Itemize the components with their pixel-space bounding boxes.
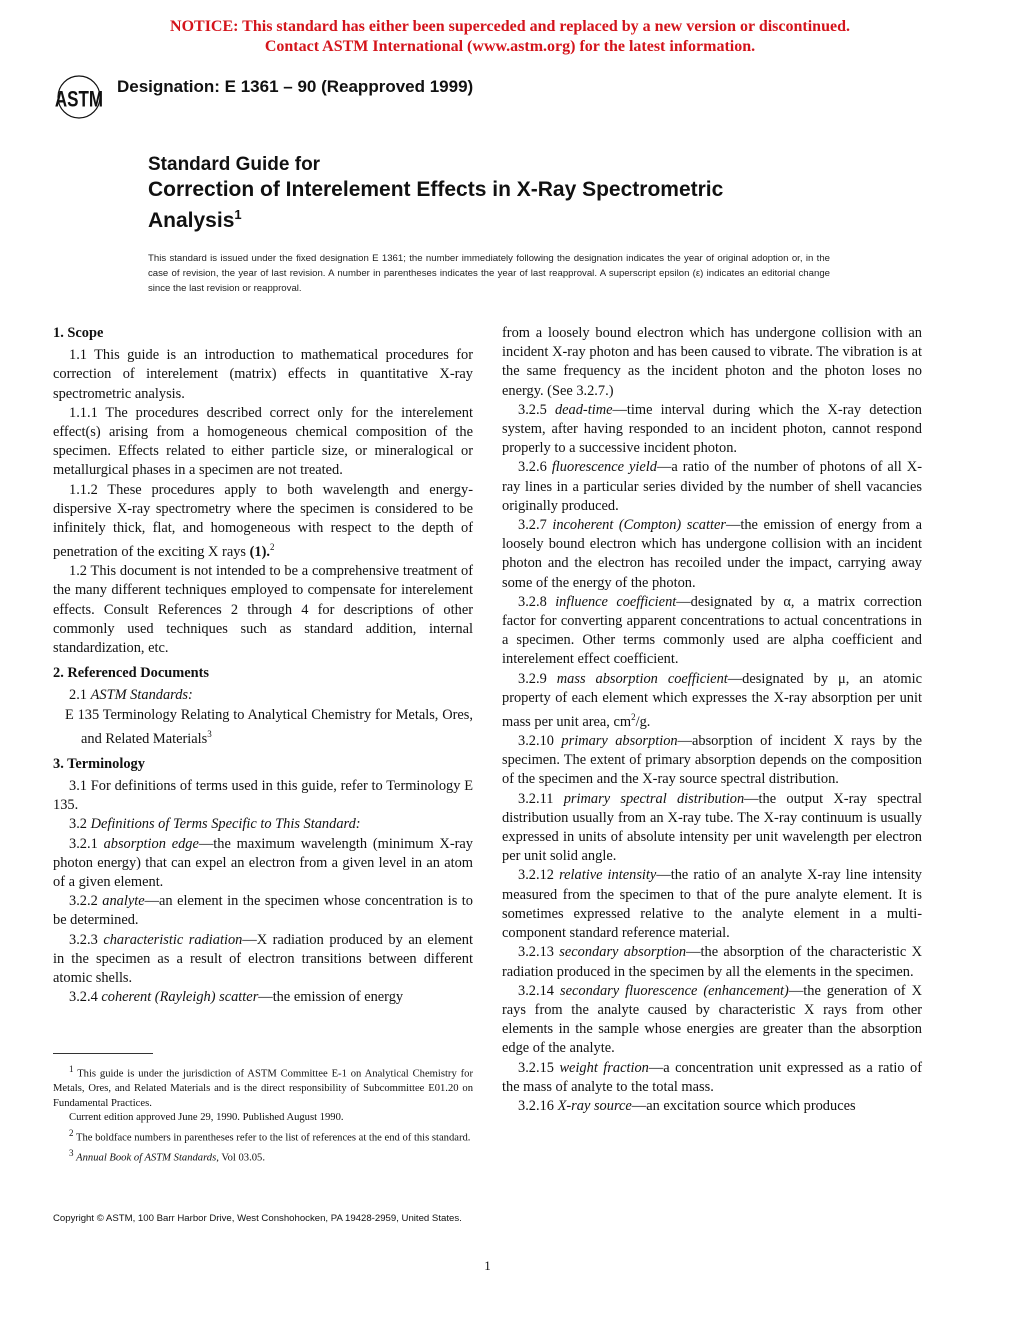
def-text: —designated by α, a matrix correction factor for converting apparent concentrations to actual concentrations in a specimen. Other terms commonly used are alpha coefficient and interelement effect coefficient. [502, 593, 922, 668]
def-text: —an excitation source which produces [631, 1097, 856, 1114]
footnote-2-text: The boldface numbers in parentheses refer to the list of references at the end of this standard. [75, 1132, 471, 1144]
page-number: 1 [484, 1258, 491, 1273]
def-3-2-9 [502, 670, 922, 732]
def-3-2-10 [502, 732, 922, 790]
para-2-1-term: ASTM Standards: [90, 687, 193, 704]
copyright-line: Copyright © ASTM, 100 Barr Harbor Drive, West Conshohocken, PA 19428-2959, United States. [53, 1213, 462, 1224]
designation: Designation: E 1361 – 90 (Reapproved 1999) [117, 77, 474, 96]
def-term: dead-time [554, 401, 613, 418]
def-term: influence coefficient [555, 593, 677, 610]
def-num: 3.2.2 [69, 893, 98, 910]
def-3-2-11 [502, 790, 922, 867]
ref-e135-text: E 135 Terminology Relating to Analytical Chemistry for Metals, Ores, and Related Materials [65, 706, 473, 747]
def-num: 3.2.14 [518, 982, 554, 999]
def-num: 3.2.3 [69, 931, 98, 948]
refdocs-heading: 2. Referenced Documents [53, 665, 209, 682]
def-num: 3.2.10 [518, 733, 554, 750]
footnote-3 [53, 1146, 473, 1166]
def-text: —absorption of incident X rays by the specimen. The extent of primary absorption depends on the composition of the specimen and the X-ray source spectral distribution. [502, 733, 922, 788]
para-3-2-term: Definitions of Terms Specific to This Standard: [90, 816, 361, 833]
footnote-2-mark: 2 [270, 542, 275, 553]
footnote-divider [53, 1053, 153, 1054]
footnote-1-mark: 1 [69, 1064, 74, 1074]
def-num: 3.2.1 [69, 835, 98, 852]
def-term: characteristic radiation [103, 931, 243, 948]
def-term: secondary fluorescence (enhancement) [560, 982, 789, 999]
def-3-2-5 [502, 401, 922, 459]
def-text: —an element in the specimen whose concentration is to be determined. [53, 893, 473, 929]
def-text: —a ratio of the number of photons of all X-ray lines in a particular series divided by the number of shell vacancies originally produced. [502, 459, 922, 514]
para-1-1-2-text: 1.1.2 These procedures apply to both wavelength and energy-dispersive X-ray spectrometry where the specimen is considered to be infinitely thick, flat, and homogeneous with respect to the depth of penetration of the exciting X rays [53, 481, 473, 561]
def-text: —X radiation produced by an element in the specimen as a result of electron transitions between different atomic shells. [53, 931, 473, 987]
def-3-2-2 [53, 892, 473, 930]
def-text: —the generation of X rays from the analyte caused by characteristic X rays from other elements in the sample whose energies are greater than the absorption edge of the analyte. [502, 982, 922, 1057]
notice-line-1: NOTICE: This standard has either been superceded and replaced by a new version or discontinued. [170, 18, 850, 35]
para-1-1: 1.1 This guide is an introduction to mathematical procedures for correction of interelement (matrix) effects in quantitative X-ray spectrometric analysis. [53, 347, 473, 402]
def-num: 3.2.5 [518, 401, 547, 418]
para-1-2: 1.2 This document is not intended to be a comprehensive treatment of the many different techniques employed to compensate for interelement effects. Consult References 2 through 4 for descriptions of other commonly used techniques such as standard addition, internal standardization, etc. [53, 563, 473, 657]
footnote-2 [53, 1126, 473, 1146]
def-3-2-7 [502, 516, 922, 593]
def-3-2-6 [502, 458, 922, 516]
def-text-end: /g. [635, 713, 651, 730]
astm-logo-text: ASTM [54, 87, 104, 113]
footnote-1b: Current edition approved June 29, 1990. Published August 1990. [69, 1112, 344, 1124]
def-3-2-1 [53, 835, 473, 893]
supersession-notice [0, 17, 1020, 57]
def-3-2-4 [53, 988, 473, 1007]
def-text: —the emission of energy [258, 989, 404, 1006]
def-3-2-15 [502, 1059, 922, 1097]
para-2-1 [53, 686, 473, 705]
def-num: 3.2.6 [518, 459, 547, 476]
def-text: —the output X-ray spectral distribution usually from an X-ray tube. The X-ray continuum is usually expressed in units of absolute intensity per unit wavelength per electron per unit solid angle. [502, 790, 922, 865]
scope-heading: 1. Scope [53, 325, 104, 341]
footnote-3-mark-note: 3 [69, 1148, 74, 1159]
def-3-2-14 [502, 982, 922, 1059]
def-term: X-ray source [557, 1097, 632, 1114]
document-title [148, 153, 723, 233]
def-text: —the absorption of the characteristic X radiation produced in the specimen by all the elements in the specimen. [502, 944, 922, 980]
footnotes [53, 1062, 473, 1166]
para-2-1-num: 2.1 [69, 687, 87, 704]
def-num: 3.2.16 [518, 1097, 554, 1114]
def-3-2-13 [502, 943, 922, 981]
def-text: —a concentration unit expressed as a ratio of the mass of analyte to the total mass. [502, 1059, 922, 1095]
def-num: 3.2.7 [518, 517, 547, 534]
def-3-2-3 [53, 931, 473, 989]
left-column [53, 324, 473, 1008]
footnote-3-rest: , Vol 03.05. [216, 1152, 265, 1164]
footnote-2-mark-note: 2 [69, 1127, 74, 1138]
def-term: mass absorption coefficient [556, 670, 728, 687]
def-sup: 2 [631, 712, 636, 723]
para-1-1-1: 1.1.1 The procedures described correct only for the interelement effect(s) arising from a homogeneous chemical composition of the specimen. Effects related to either particle size, or mineralogical or metallurgical phases in a specimen are not treated. [53, 404, 473, 479]
def-term: secondary absorption [559, 944, 687, 961]
issuance-statement: This standard is issued under the fixed designation E 1361; the number immediately following the designation indicates the year of original adoption or, in the case of revision, the year of last revision. A number in parentheses indicates the year of last reapproval. A superscript epsilon (ε) indicates an editorial change since the last revision or reapproval. [148, 253, 830, 294]
footnote-1 [53, 1062, 473, 1111]
def-num: 3.2.8 [518, 593, 547, 610]
def-text: —time interval during which the X-ray detection system, after having responded to an incident photon, cannot respond properly to a successive incident photon. [502, 401, 922, 457]
title-footnote-mark: 1 [234, 207, 242, 222]
ref-e135 [53, 706, 473, 749]
footnote-3-mark: 3 [207, 728, 212, 739]
def-num: 3.2.4 [69, 989, 98, 1006]
para-1-1-2 [53, 481, 473, 563]
para-3-2 [53, 815, 473, 834]
def-text: —the maximum wavelength (minimum X-ray photon energy) that can expel an electron from a given level in an atom of a given element. [53, 835, 473, 891]
def-term: absorption edge [103, 835, 199, 852]
terminology-heading: 3. Terminology [53, 755, 145, 772]
def-3-2-4-cont: from a loosely bound electron which has undergone collision with an incident X-ray photon and has been caused to vibrate. The vibration is at the same frequency as the incident photon and the photon loses no energy. (See 3.2.7.) [502, 325, 922, 399]
def-term: primary absorption [561, 733, 678, 750]
def-3-2-16 [502, 1097, 922, 1116]
footnote-3-italic: Annual Book of ASTM Standards [76, 1152, 217, 1164]
def-num: 3.2.11 [518, 790, 554, 807]
ref-1: (1). [249, 544, 271, 561]
right-column [502, 324, 922, 1116]
def-text: —the emission of energy from a loosely bound electron which has undergone collision with an incident photon and the electron has recoiled under the impact, carrying away some of the energy of the photon. [502, 517, 922, 591]
def-term: incoherent (Compton) scatter [552, 517, 726, 534]
notice-line-2: Contact ASTM International (www.astm.org) for the latest information. [264, 38, 756, 55]
def-term: primary spectral distribution [563, 790, 745, 807]
footnote-1-text: This guide is under the jurisdiction of ASTM Committee E-1 on Analytical Chemistry for Metals, Ores, and Related Materials and is the direct responsibility of Subcommittee E01.20 on Fundamental Practices. [53, 1068, 473, 1109]
def-term: fluorescence yield [551, 459, 657, 476]
para-3-1: 3.1 For definitions of terms used in this guide, refer to Terminology E 135. [53, 778, 473, 814]
def-term: coherent (Rayleigh) scatter [101, 989, 259, 1006]
def-num: 3.2.15 [518, 1059, 554, 1076]
def-num: 3.2.9 [518, 670, 547, 687]
def-3-2-8 [502, 593, 922, 670]
def-term: relative intensity [559, 867, 657, 884]
def-text: —the ratio of an analyte X-ray line intensity measured from the specimen to that of the pure analyte element. It is sometimes expressed relative to the analyte element in a multi-component standard reference material. [502, 867, 922, 942]
title-line-3 [148, 202, 723, 233]
def-num: 3.2.12 [518, 867, 554, 884]
def-text: —designated by μ, an atomic property of each element which expresses the X-ray absorption per unit mass per unit area, cm [502, 670, 922, 730]
def-term: analyte [102, 893, 145, 910]
astm-logo-icon [50, 74, 108, 120]
def-num: 3.2.13 [518, 944, 554, 961]
title-line-2: Correction of Interelement Effects in X-Ray Spectrometric [148, 178, 724, 201]
def-3-2-12 [502, 866, 922, 943]
para-3-2-num: 3.2 [69, 816, 87, 833]
title-line-1: Standard Guide for [148, 154, 321, 175]
title-line-3-text: Analysis [148, 209, 235, 232]
def-term: weight fraction [559, 1059, 649, 1076]
